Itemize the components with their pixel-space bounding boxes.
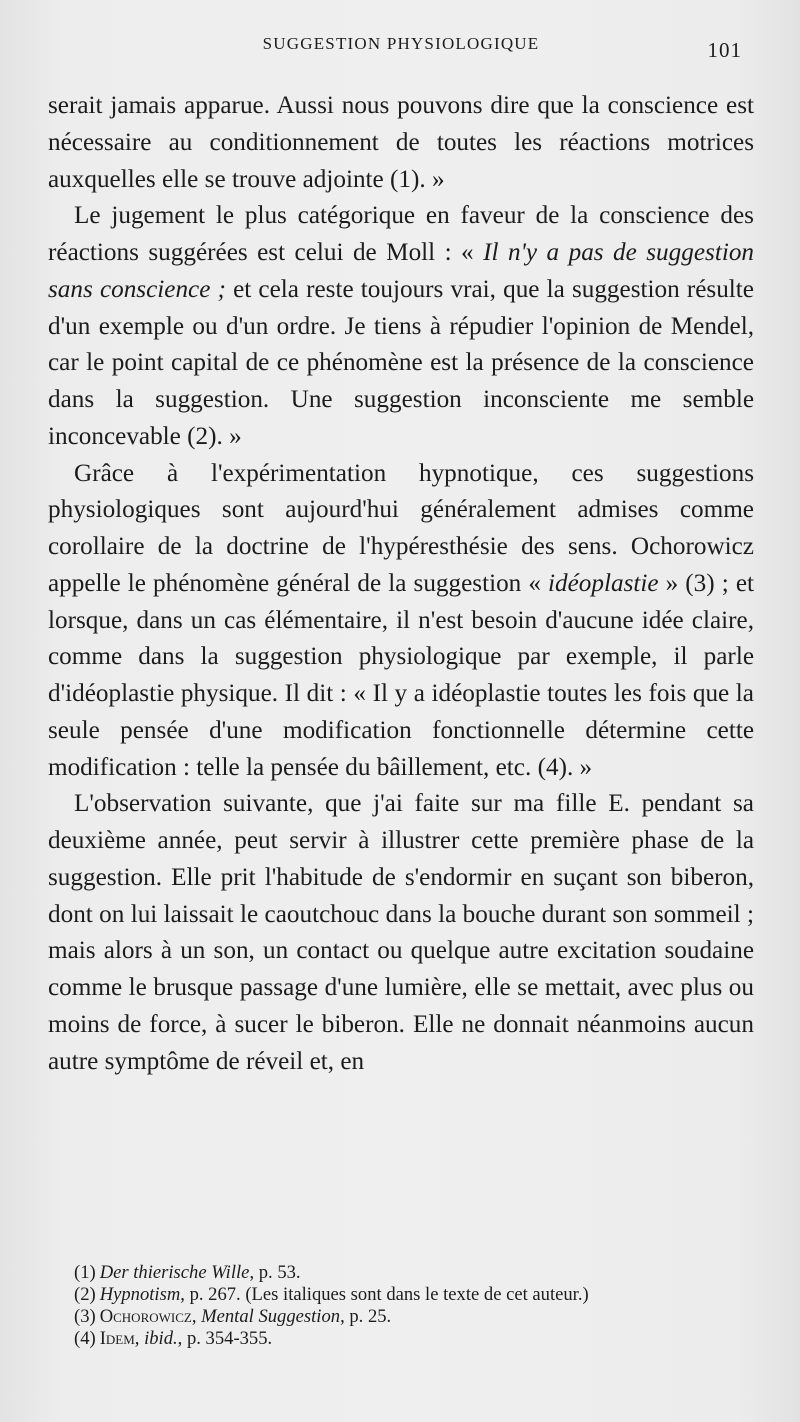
footnote-2	[48, 1284, 754, 1306]
paragraph-3	[48, 456, 754, 787]
running-head	[48, 34, 754, 64]
paragraph-4	[48, 786, 754, 1080]
running-title: SUGGESTION PHYSIOLOGIQUE	[262, 34, 540, 53]
footnote-3: (3) Ochorowicz, Mental Suggestion, p. 25.	[74, 1306, 392, 1327]
paragraph-4-text: L'observation suivante, que j'ai faite sur ma fille E. pendant sa deuxième année, peut servir à illustrer cette première phase de la suggestion. Elle prit l'habitude de s'endormir en suçant son biberon, dont on lui laissait le caoutchouc dans la bouche durant son sommeil ; mais alors à un son, un contact ou quelque autre excitation soudaine comme le brusque passage d'une lumière, elle se mettait, avec plus ou moins de force, à sucer le biberon. Elle ne donnait néanmoins aucun autre symptôme de réveil et, en	[48, 790, 754, 1075]
footnote-title: ibid.	[144, 1328, 178, 1349]
footnotes	[48, 1262, 754, 1350]
body-text	[48, 88, 754, 1080]
footnote-marker: (1)	[74, 1262, 96, 1283]
moll-quote-italic: Il n'y a pas de suggestion sans conscience ;	[48, 239, 755, 303]
paragraph-2-text-b: et cela reste toujours vrai, que la suggestion résulte d'un exemple ou d'un ordre. Je tiens à répudier l'opinion de Mendel, car le point capital de ce phénomène est la présence de la conscience dans la suggestion. Une suggestion inconsciente me semble inconcevable (2). »	[48, 275, 754, 450]
footnote-1	[74, 1262, 754, 1284]
paragraph-3-text-a: Grâce à l'expérimentation hypnotique, ces suggestions physiologiques sont aujourd'hui généralement admises comme corollaire de la doctrine de l'hypéresthésie des sens. Ochorowicz appelle le phénomène général de la suggestion «	[48, 459, 754, 597]
footnote-text: , p. 267. (Les italiques sont dans le texte de cet auteur.)	[180, 1284, 589, 1305]
footnote-marker: (3)	[74, 1306, 96, 1327]
footnote-4: (4) Idem, ibid., p. 354-355.	[74, 1328, 273, 1349]
page-number: 101	[707, 38, 742, 62]
paragraph-2-text-a: Le jugement le plus catégorique en faveur de la conscience des réactions suggérées est celui de Moll : «	[48, 202, 754, 266]
paragraph-1	[48, 88, 754, 198]
footnote-text: , p. 354-355.	[177, 1328, 273, 1349]
paragraph-1-text: serait jamais apparue. Aussi nous pouvons dire que la conscience est nécessaire au conditionnement de toutes les réactions motrices auxquelles elle se trouve adjointe (1). »	[48, 92, 754, 193]
footnote-title: Hypnotism	[99, 1284, 181, 1305]
footnote-marker: (2)	[74, 1284, 96, 1305]
ideoplastie-italic: idéoplastie	[548, 569, 659, 597]
footnote-title: Der thierische Wille	[99, 1262, 250, 1283]
footnote-marker: (4)	[74, 1328, 96, 1349]
footnote-text: , p. 53.	[249, 1262, 301, 1283]
footnote-title: Mental Suggestion	[201, 1306, 341, 1327]
paragraph-3-text-b: » (3) ; et lorsque, dans un cas élémentaire, il n'est besoin d'aucune idée claire, comme dans la suggestion physiologique par exemple, il parle d'idéoplastie physique. Il dit : « Il y a idéoplastie toutes les fois que la seule pensée d'une modification fonctionnelle détermine cette modification : telle la pensée du bâillement, etc. (4). »	[48, 569, 754, 781]
footnote-author: Idem	[99, 1328, 135, 1349]
paragraph-2	[48, 198, 754, 455]
footnote-author: Ochorowicz	[99, 1306, 192, 1327]
footnote-text: , p. 25.	[340, 1306, 392, 1327]
